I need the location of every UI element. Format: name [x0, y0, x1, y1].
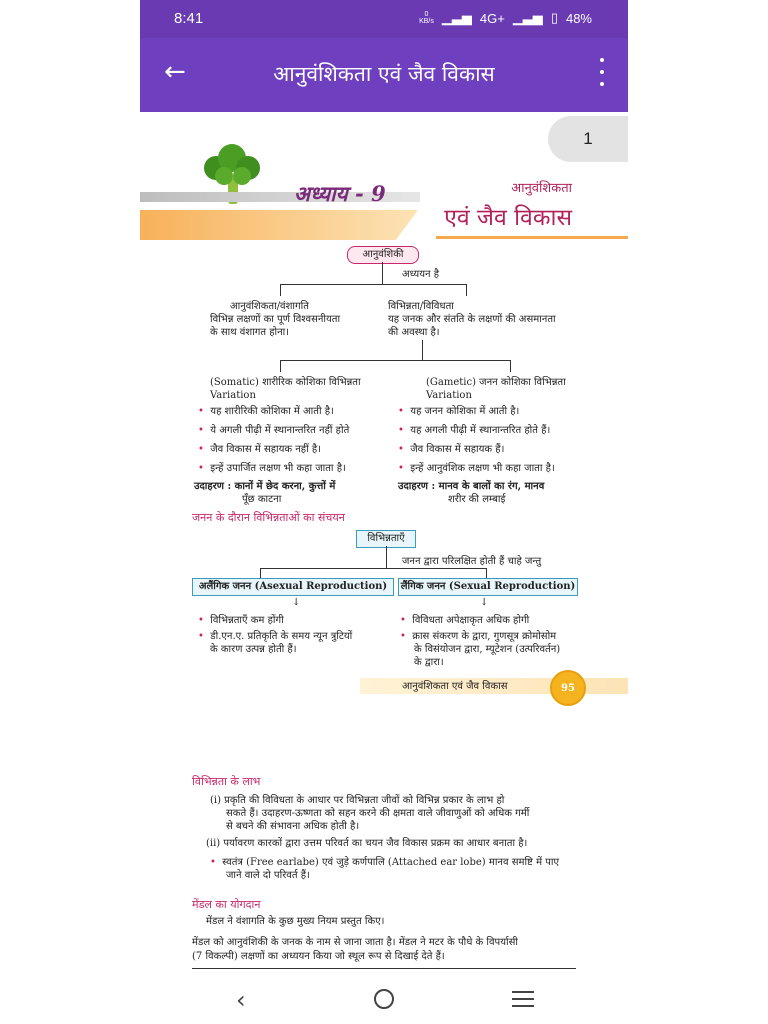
- sexual-point: के विसंयोजन द्वारा, म्यूटेशन (उत्परिवर्तन): [414, 644, 561, 655]
- page-title: आनुवंशिकता एवं जैव विकास: [273, 62, 495, 86]
- signal-icon: ▁▃▅: [441, 10, 472, 25]
- tree-line: [280, 284, 466, 285]
- status-icons: [419, 10, 592, 26]
- nav-back-icon[interactable]: ‹: [236, 986, 246, 1014]
- more-vert-icon[interactable]: [598, 58, 606, 86]
- paragraph: जाने वाले दो परिवर्त हैं।: [226, 870, 310, 881]
- gametic-example: उदाहरण : मानव के बालों का रंग, मानव: [398, 481, 545, 492]
- arrow-left-icon[interactable]: ←: [164, 57, 186, 87]
- somatic-point: • जैव विकास में सहायक नहीं है।: [198, 444, 321, 455]
- heredity-desc: के साथ वंशागत होना।: [210, 327, 290, 338]
- battery-icon: ▯: [550, 10, 558, 25]
- gametic-title: Variation: [426, 390, 472, 401]
- system-nav-bar: [140, 974, 628, 1024]
- study-note: अध्ययन है: [402, 269, 440, 280]
- asexual-point: • डी.एन.ए. प्रतिकृति के समय न्यून त्रुटियों: [198, 631, 353, 642]
- somatic-point: • यह शारीरिकी कोशिका में आती है।: [198, 406, 334, 417]
- variations-note: जनन द्वारा परिलक्षित होती हैं चाहे जन्तु: [402, 556, 542, 567]
- tree-line: [280, 284, 281, 296]
- chapter-label: अध्याय - 9: [294, 181, 386, 206]
- somatic-point: • ये अगली पीढ़ी में स्थानान्तरित नहीं होते: [198, 425, 350, 436]
- heredity-desc: विभिन्न लक्षणों का पूर्ण विश्‍वसनीयता: [210, 314, 341, 325]
- sexual-point: • क्रास संकरण के द्वारा, गुणसूत्र क्रोमोसोम: [400, 631, 557, 642]
- phone-screen: [140, 0, 628, 1024]
- status-bar: [140, 0, 628, 38]
- section-heading: जनन के दौरान विभिन्नताओं का संचयन: [192, 511, 345, 524]
- tree-line: [280, 360, 281, 372]
- variations-box: विभिन्नताएँ: [356, 530, 416, 548]
- header-underline: [436, 236, 628, 239]
- chapter-title-line1: आनुवंशिकता: [511, 181, 572, 196]
- gametic-point: • इन्हें आनुवंशिक लक्षण भी कहा जाता है।: [398, 463, 555, 474]
- tree-line: [260, 568, 261, 578]
- down-arrow-icon: ↓: [292, 597, 301, 608]
- tree-line: [422, 340, 423, 360]
- chapter-title-line2: एवं जैव विकास: [444, 205, 572, 231]
- tree-line: [486, 568, 487, 578]
- sexual-point: के द्वारा।: [414, 657, 444, 668]
- gametic-point: • यह जनन कोशिका में आती है।: [398, 406, 520, 417]
- sexual-box: लैंगिक जनन (Sexual Reproduction): [398, 578, 578, 596]
- variation-desc: की अवस्था है।: [388, 327, 440, 338]
- net-speed: 0 KB/s: [419, 11, 434, 25]
- header-orange-bar: [140, 210, 418, 240]
- paragraph: सकते हैं। उदाहरण-ऊष्णता को सहन करने की क्षमता वाले जीवाणुओं को अधिक गर्मी: [226, 808, 530, 819]
- footer-text: आनुवंशिकता एवं जैव विकास: [402, 681, 508, 692]
- gametic-point: • यह अगली पीढ़ी में स्थानान्तरित होते हैं।: [398, 425, 551, 436]
- tree-line: [260, 568, 486, 569]
- down-arrow-icon: ↓: [480, 597, 489, 608]
- tree-line: [466, 284, 467, 296]
- section-heading: मेंडल का योगदान: [192, 898, 261, 911]
- asexual-point: के कारण उत्पन्न होती हैं।: [210, 644, 297, 655]
- nav-home-icon[interactable]: [374, 989, 394, 1009]
- sexual-point: • विविधता अपेक्षाकृत अधिक होगी: [400, 615, 530, 626]
- gametic-title: (Gametic) जनन कोशिका विभिन्नता: [426, 377, 566, 388]
- somatic-title: Variation: [210, 390, 256, 401]
- tree-line: [382, 262, 383, 284]
- tree-line: [510, 360, 511, 372]
- asexual-point: • विभिन्नताएँ कम होंगी: [198, 615, 284, 626]
- signal-icon-2: ▁▃▅: [512, 10, 543, 25]
- paragraph: (ii) पर्यावरण कारकों द्वारा उत्तम परिवर्त का चयन जैव विकास प्रक्रम का आधार बनाता है।: [206, 838, 528, 849]
- table-border: [192, 968, 576, 969]
- paragraph: (i) प्रकृति की विविधता के आधार पर विभिन्नता जीवों को विभिन्न प्रकार के लाभ हो: [210, 795, 505, 806]
- tree-root: आनुवंशिकी: [347, 246, 419, 264]
- somatic-point: • इन्हें उपार्जित लक्षण भी कहा जाता है।: [198, 463, 346, 474]
- variation-desc: यह जनक और संतति के लक्षणों की असमानता: [388, 314, 556, 325]
- status-time: 8:41: [174, 10, 204, 27]
- heredity-head: आनुवंशिकता/वंशागति: [230, 301, 309, 312]
- paragraph: • स्वतंत्र (Free earlabe) एवं जुड़े कर्णपालि (Attached ear lobe) मानव समष्टि में पाए: [210, 857, 560, 868]
- battery-level: 48%: [565, 10, 592, 26]
- paragraph: (7 विकल्पी) लक्षणों का अध्ययन किया जो स्थूल रूप से दिखाई देते हैं।: [192, 951, 445, 962]
- somatic-title: (Somatic) शारीरिक कोशिका विभिन्नता: [210, 377, 361, 388]
- paragraph: से बचने की संभावना अधिक होती है।: [226, 821, 360, 832]
- gametic-point: • जैव विकास में सहायक हैं।: [398, 444, 505, 455]
- tree-line: [386, 546, 387, 568]
- network-type: 4G+: [479, 10, 505, 26]
- footer-page-number: 95: [550, 670, 586, 706]
- app-bar: [140, 38, 628, 112]
- asexual-box: अलैंगिक जनन (Asexual Reproduction): [192, 578, 394, 596]
- nav-recents-icon[interactable]: [512, 991, 534, 1012]
- somatic-example: पूँछ काटना: [242, 494, 282, 505]
- page-indicator: 1: [548, 116, 628, 162]
- somatic-example: उदाहरण : कानों में छेद करना, कुत्तों में: [194, 481, 336, 492]
- variation-head: विभिन्नता/विविधता: [388, 301, 454, 312]
- paragraph: मेंडल को आनुवंशिकी के जनक के नाम से जाना जाता है। मेंडल ने मटर के पौधे के विपर्यासी: [192, 937, 518, 948]
- section-heading: विभिन्नता के लाभ: [192, 775, 261, 788]
- paragraph: मेंडल ने वंशागति के कुछ मुख्य नियम प्रस्तुत किए।: [206, 916, 385, 927]
- tree-line: [280, 360, 510, 361]
- gametic-example: शरीर की लम्बाई: [448, 494, 506, 505]
